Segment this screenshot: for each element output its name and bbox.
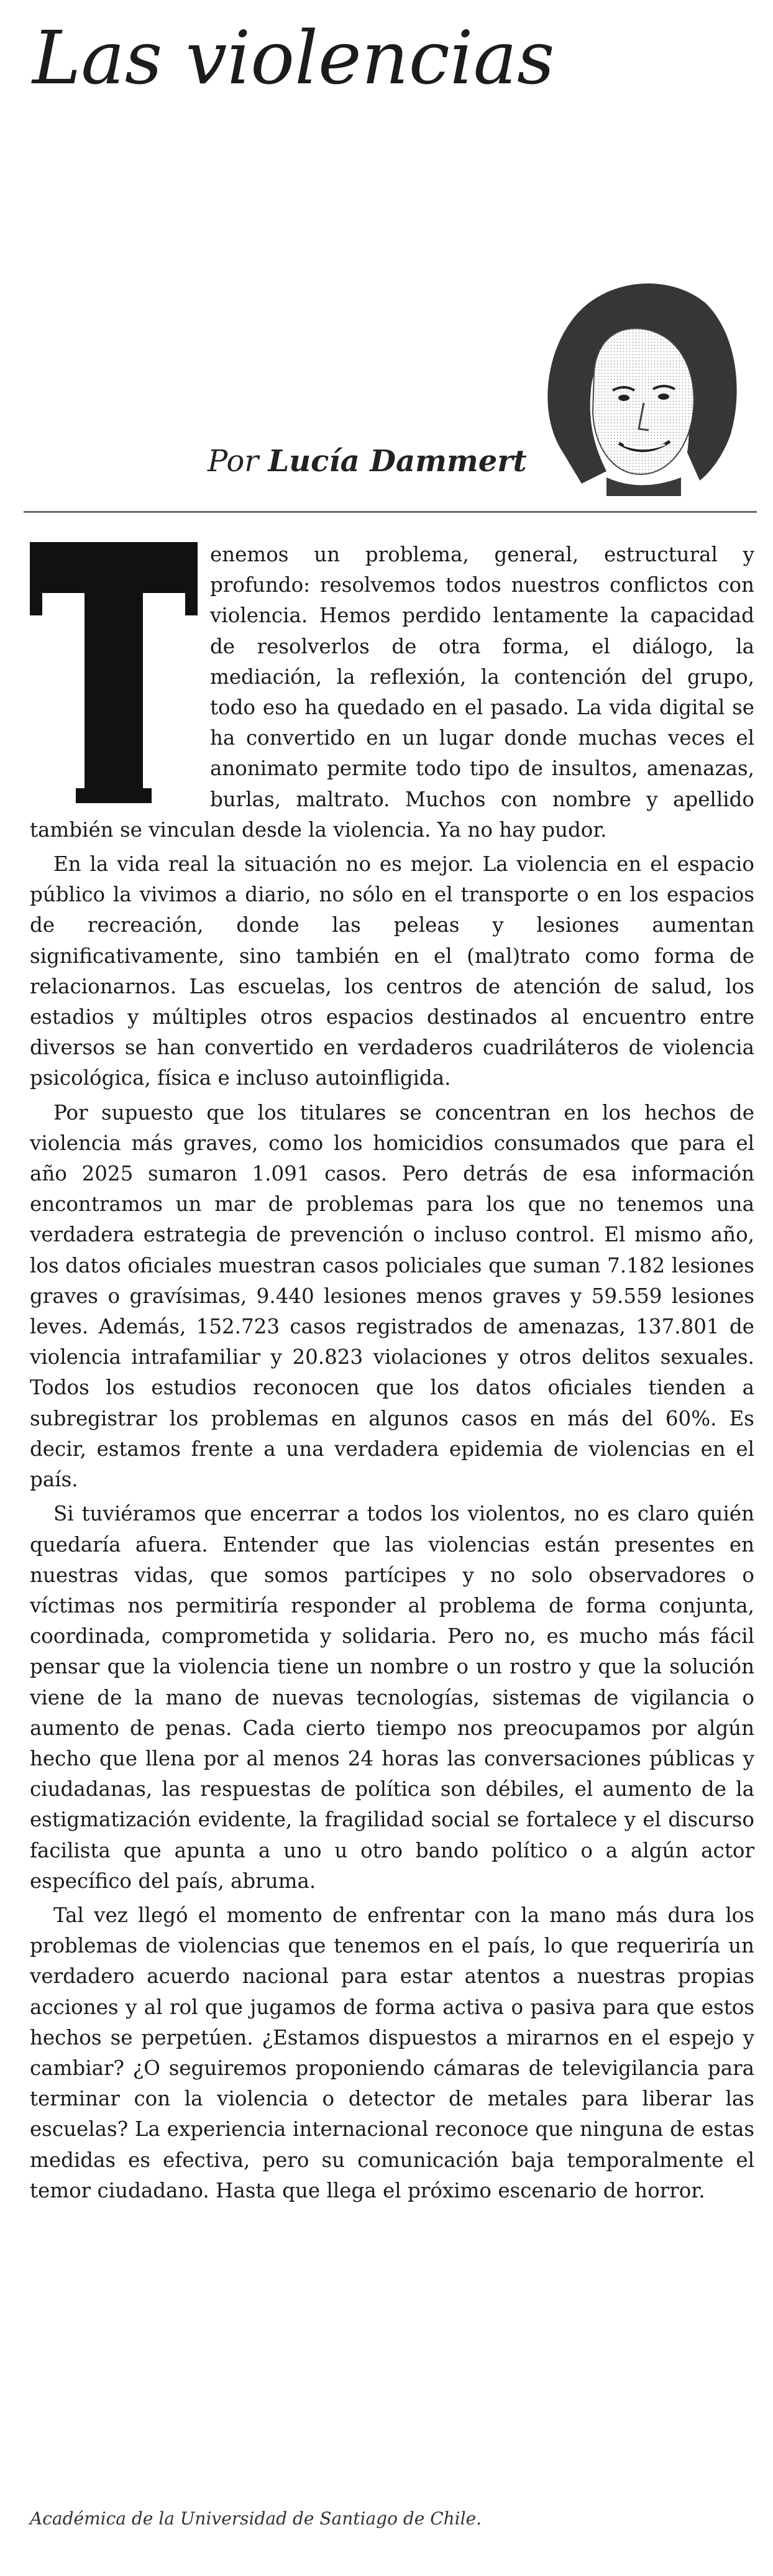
byline-divider (24, 511, 757, 513)
byline (208, 443, 527, 480)
paragraph-4: Si tuviéramos que encerrar a todos los violentos, no es claro quién quedaría afuera. Entender que las violencias están presentes en nuestras vidas, que somos partícipes y no solo observadores o víctimas nos permitiría responder al problema de forma conjunta, coordinada, comprometida y solidaria. Pero no, es mucho más fácil pensar que la violencia tiene un nombre o un rostro y que la solución viene de la mano de nuevas tecnologías, sistemas de vigilancia o aumento de penas. Cada cierto tiempo nos preocupamos por algún hecho que llena por al menos 24 horas las conversaciones públicas y ciudadanas, las respuestas de política son débiles, el aumento de la estigmatización evidente, la fragilidad social se fortalece y el discurso facilista que apunta a uno u otro bando político o a algún actor específico del país, abruma. (30, 1502, 754, 1893)
paragraph-5: Tal vez llegó el momento de enfrentar con la mano más dura los problemas de violencias que tenemos en el país, lo que requeriría un verdadero acuerdo nacional para estar atentos a nuestras propias acciones y al rol que jugamos de forma activa o pasiva para que estos hechos se perpetúen. ¿Estamos dispuestos a mirarnos en el espejo y cambiar? ¿O seguiremos proponiendo cámaras de televigilancia para terminar con la violencia o detector de metales para liberar las escuelas? La experiencia internacional reconoce que ninguna de estas medidas es efectiva, pero su comunicación baja temporalmente el temor ciudadano. Hasta que llega el próximo escenario de horror. (30, 1903, 754, 2202)
paragraph-3: Por supuesto que los titulares se concentran en los hechos de violencia más graves, como los homicidios consumados que para el año 2025 sumaron 1.091 casos. Pero detrás de esa información encontramos un mar de problemas para los que no tenemos una verdadera estrategia de prevención o incluso control. El mismo año, los datos oficiales muestran casos policiales que suman 7.182 lesiones graves o gravísimas, 9.440 lesiones menos graves y 59.559 lesiones leves. Además, 152.723 casos registrados de amenazas, 137.801 de violencia intrafamiliar y 20.823 violaciones y otros delitos sexuales. Todos los estudios reconocen que los datos oficiales tienden a subregistrar los problemas en algunos casos en más del 60%. Es decir, estamos frente a una verdadera epidemia de violencias en el país. (30, 1100, 754, 1492)
author-affiliation: Académica de la Universidad de Santiago de Chile. (30, 2508, 482, 2529)
author-portrait (526, 266, 757, 496)
article-title: Las violencias (32, 15, 555, 101)
author-name: Lucía Dammert (268, 444, 527, 479)
paragraph-1-text: enemos un problema, general, estructural y profundo: resolvemos todos nuestros conflictos con violencia. Hemos perdido lentamente la capacidad de resolverlos de otra forma, el diálogo, la mediación, la reflexión, la contención del grupo, todo eso ha quedado en el pasado. La vida digital se ha convertido en un lugar donde muchas veces el anonimato permite todo tipo de insultos, amenazas, burlas, maltrato. Muchos con nombre y apellido también se vinculan desde la violencia. Ya no hay pudor. (30, 543, 754, 842)
paragraph-2: En la vida real la situación no es mejor. La violencia en el espacio público la vivimos a diario, no sólo en el transporte o en los espacios de recreación, donde las peleas y lesiones aumentan significativamente, sino también en el (mal)trato como forma de relacionarnos. Las escuelas, los centros de atención de salud, los estadios y múltiples otros espacios destinados al encuentro entre diversos se han convertido en verdaderos cuadriláteros de violencia psicológica, física e incluso autoinfligida. (30, 852, 754, 1090)
drop-cap (30, 542, 198, 803)
paragraph-1 (30, 540, 754, 845)
portrait-face (593, 328, 694, 474)
article-body (30, 540, 754, 2206)
byline-prefix: Por (208, 444, 259, 479)
